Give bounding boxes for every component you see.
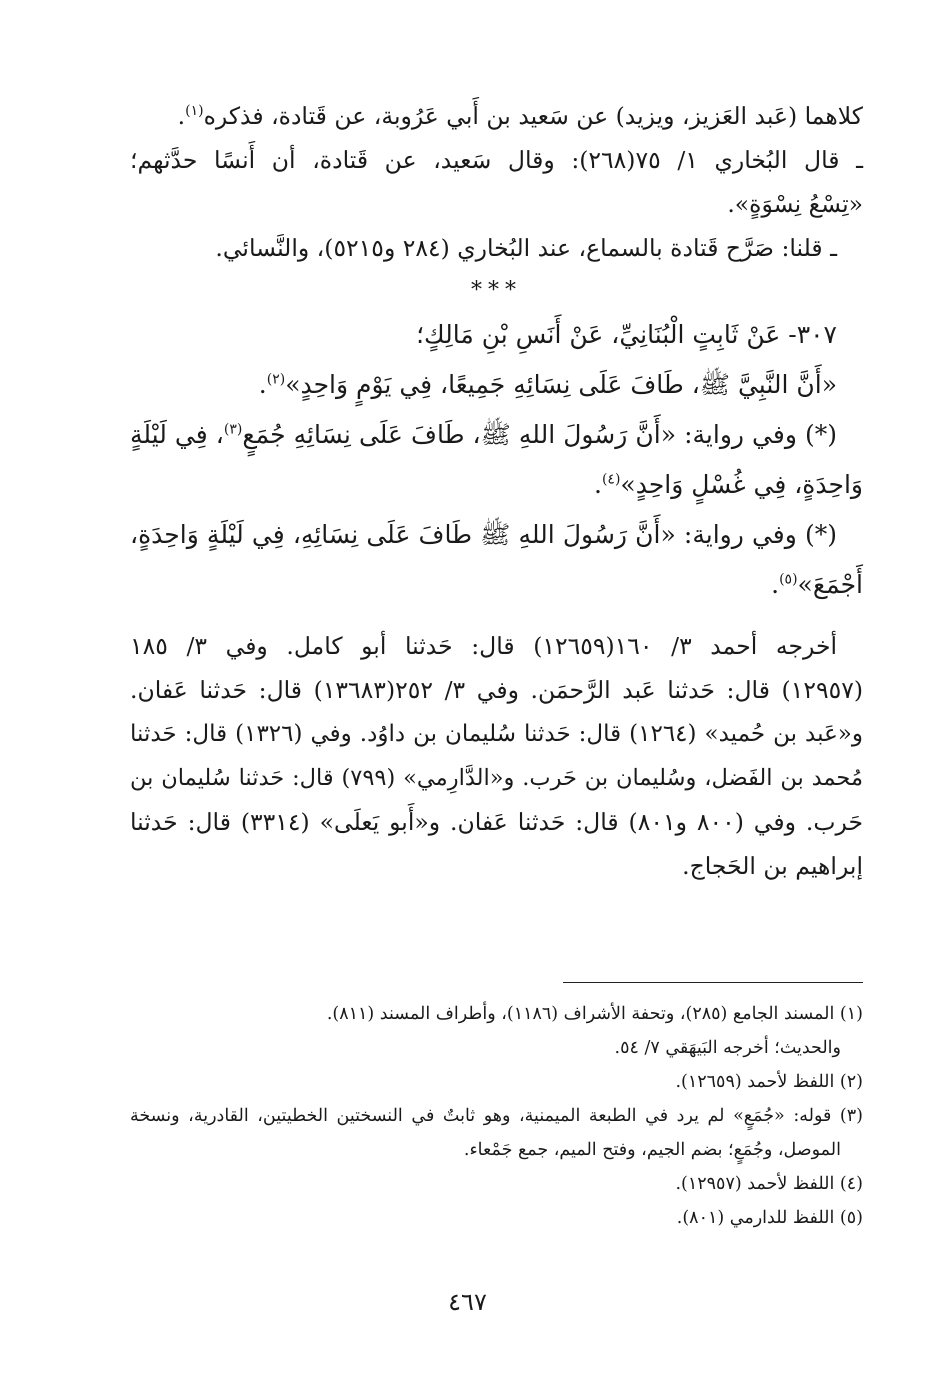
spacer — [130, 612, 863, 626]
hadith-block — [130, 312, 863, 608]
hadith-line-5: (*) وفي رواية: «أَنَّ رَسُولَ اللهِ ﷺ طَافَ عَلَى نِسَائِهِ، فِي لَيْلَةٍ وَاحِدَةٍ، — [130, 520, 837, 549]
footnote-ref-5[interactable]: (٥) — [779, 571, 798, 588]
text-line-3: «تِسْعُ نِسْوَةٍ». — [727, 190, 863, 218]
footnote-3-continuation: الموصل، وجُمَعٍ؛ بضم الجيم، وفتح الميم، جمع جَمْعاء. — [463, 1140, 841, 1160]
footnote-4: (٤) اللفظ لأحمد (١٢٩٥٧). — [675, 1174, 863, 1194]
takhrij-line-6: إبراهيم بن الحَجاج. — [682, 852, 863, 880]
page-number: ٤٦٧ — [448, 1288, 487, 1316]
takhrij-line-4: مُحمد بن الفَضل، وسُليمان بن حَرب. و«الدَّارِمي» (٧٩٩) قال: حَدثنا سُليمان بن — [130, 765, 864, 791]
hadith-line-1: ٣٠٧- عَنْ ثَابِتٍ الْبُنَانِيِّ، عَنْ أَنَسِ بْنِ مَالِكٍ؛ — [416, 320, 837, 349]
footnote-ref-1[interactable]: (١) — [185, 103, 204, 120]
footnote-ref-3[interactable]: (٣) — [223, 421, 243, 438]
takhrij-line-5: حَرب. وفي (٨٠٠ و٨٠١) قال: حَدثنا عَفان. و«أَبو يَعلَى» (٣٣١٤) قال: حَدثنا — [130, 808, 863, 836]
footnote-ref-2[interactable]: (٢) — [266, 371, 286, 388]
text-line-2: ـ قال البُخاري ١/ ٧٥(٢٦٨): وقال سَعيد، عن قَتادة، أن أَنسًا حدَّثهم؛ — [130, 146, 863, 174]
footnote-5: (٥) اللفظ للدارمي (٨٠١). — [676, 1208, 863, 1228]
footnote-2: (٢) اللفظ لأحمد (١٢٦٥٩). — [675, 1072, 863, 1092]
takhrij-line-2: (١٢٩٥٧) قال: حَدثنا عَبد الرَّحمَن. وفي ٣/ ٢٥٢(١٣٦٨٣) قال: حَدثنا عَفان. — [130, 676, 863, 704]
hadith-line-4: وَاحِدَةٍ، فِي غُسْلٍ وَاحِدٍ»$^{(٤)}$. — [593, 470, 863, 499]
footnote-1-continuation: والحديث؛ أخرجه البَيهَقي ٧/ ٥٤. — [614, 1038, 841, 1058]
footnotes — [130, 998, 863, 1236]
footnote-separator — [563, 982, 863, 983]
footnote-ref-4[interactable]: (٤) — [601, 471, 621, 488]
hadith-line-3: (*) وفي رواية: «أَنَّ رَسُولَ اللهِ ﷺ، طَافَ عَلَى نِسَائِهِ جُمَعٍ$^{(٣)}$، فِي لَيْلَةٍ — [130, 420, 837, 449]
footnote-3: (٣) قوله: «جُمَعٍ» لم يرد في الطبعة الميمنية، وهو ثابتٌ في النسختين الخطيتين، القادرية، ونسخة — [130, 1106, 863, 1126]
section-divider: *** — [471, 278, 522, 303]
text-line-4: ـ قلنا: صَرَّح قَتادة بالسماع، عند البُخاري (٢٨٤ و٥٢١٥)، والنَّسائي. — [215, 234, 837, 262]
hadith-line-6: أَجْمَعَ»$^{(٥)}$. — [771, 570, 863, 599]
takhrij-line-3: و«عَبد بن حُميد» (١٢٦٤) قال: حَدثنا سُليمان بن داوُد. وفي (١٣٢٦) قال: حَدثنا — [130, 721, 863, 747]
hadith-line-2: «أَنَّ النَّبِيَّ ﷺ، طَافَ عَلَى نِسَائِهِ جَمِيعًا، فِي يَوْمٍ وَاحِدٍ»$^{(٢)}$. — [258, 370, 837, 399]
takhrij-line-1: أخرجه أحمد ٣/ ١٦٠(١٢٦٥٩) قال: حَدثنا أبو كامل. وفي ٣/ ١٨٥ — [130, 632, 837, 660]
text-line-1: كلاهما (عَبد العَزيز، ويزيد) عن سَعيد بن أَبي عَرُوبة، عن قَتادة، فذكره$^{(١)}$. — [177, 102, 863, 130]
footnote-1: (١) المسند الجامع (٢٨٥)، وتحفة الأشراف (١١٨٦)، وأطراف المسند (٨١١). — [326, 1004, 863, 1024]
